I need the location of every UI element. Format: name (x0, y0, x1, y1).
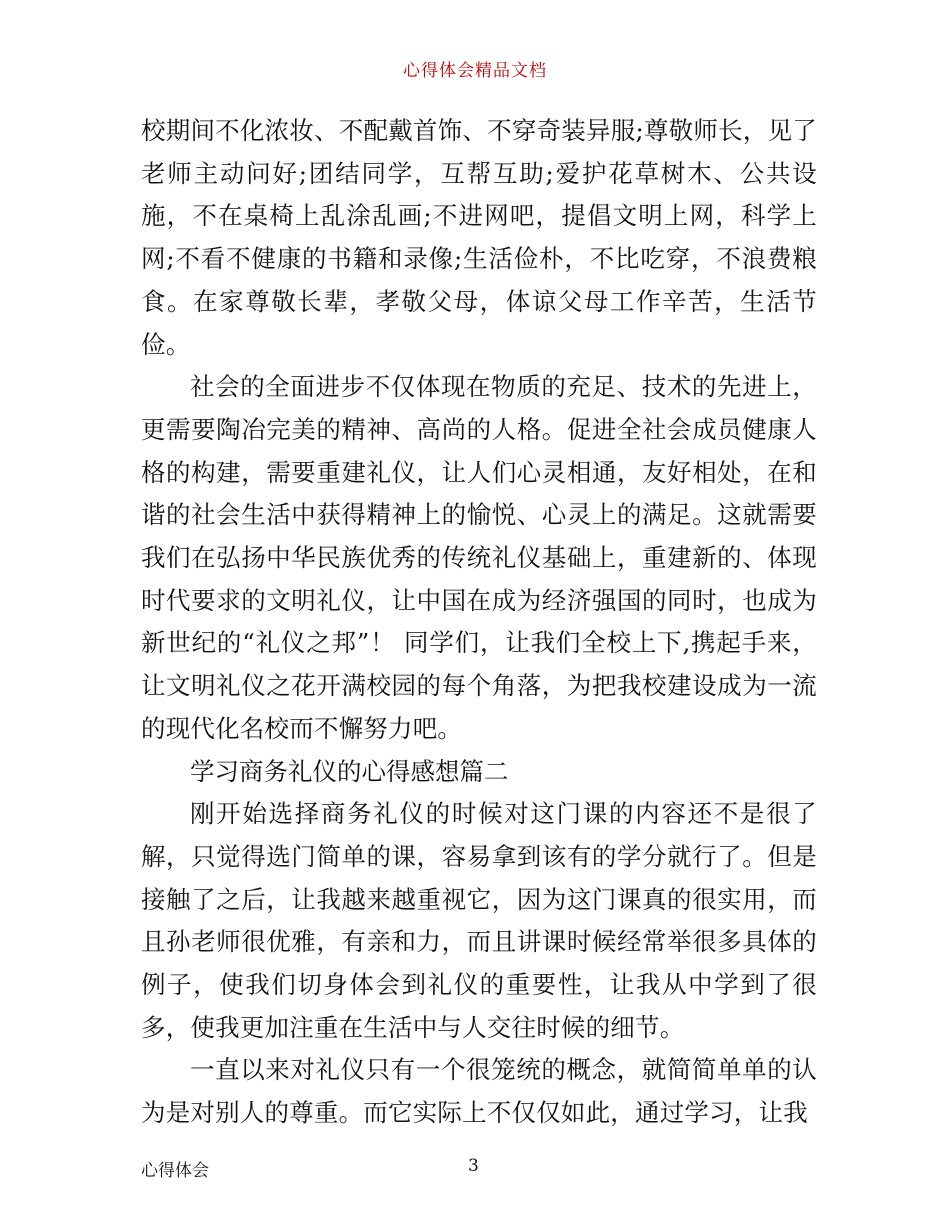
footer-label: 心得体会 (141, 1161, 209, 1181)
paragraph-1: 校期间不化浓妆、不配戴首饰、不穿奇装异服;尊敬师长，见了老师主动问好;团结同学，互帮互助;爱护花草树木、公共设施，不在桌椅上乱涂乱画;不进网吧，提倡文明上网，科学上网;不看不健康的书籍和录像;生活俭朴，不比吃穿，不浪费粮食。在家尊敬长辈，孝敬父母，体谅父母工作辛苦，生活节俭。 (141, 116, 817, 359)
paragraph-2: 社会的全面进步不仅体现在物质的充足、技术的先进上，更需要陶冶完美的精神、高尚的人格。促进全社会成员健康人格的构建，需要重建礼仪，让人们心灵相通，友好相处，在和谐的社会生活中获得精神上的愉悦、心灵上的满足。这就需要我们在弘扬中华民族优秀的传统礼仪基础上，重建新的、体现时代要求的文明礼仪，让中国在成为经济强国的同时，也成为新世纪的“礼仪之邦”！ 同学们，让我们全校上下,携起手来，让文明礼仪之花开满校园的每个角落，为把我校建设成为一流的现代化名校而不懈努力吧。 (141, 372, 817, 743)
document-body (141, 110, 817, 1135)
paragraph-4: 一直以来对礼仪只有一个很笼统的概念，就简简单单的认为是对别人的尊重。而它实际上不仅仅如此，通过学习，让我 (141, 1055, 817, 1128)
paragraph-3: 刚开始选择商务礼仪的时候对这门课的内容还不是很了解，只觉得选门简单的课，容易拿到该有的学分就行了。但是接触了之后，让我越来越重视它，因为这门课真的很实用，而且孙老师很优雅，有亲和力，而且讲课时候经常举很多具体的例子，使我们切身体会到礼仪的重要性，让我从中学到了很多，使我更加注重在生活中与人交往时候的细节。 (141, 799, 817, 1042)
page-number: 3 (468, 1156, 479, 1176)
section-heading: 学习商务礼仪的心得感想篇二 (190, 756, 509, 786)
document-header-title: 心得体会精品文档 (403, 61, 547, 81)
